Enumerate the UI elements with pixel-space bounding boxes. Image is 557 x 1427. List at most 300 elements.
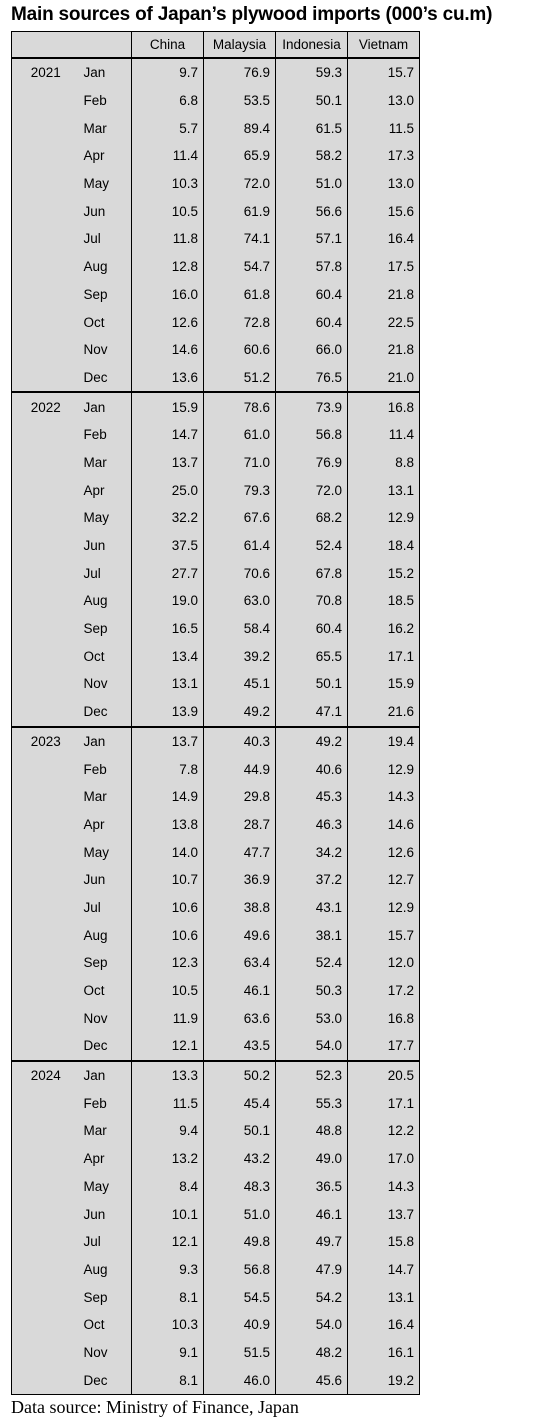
value-cell-malaysia: 46.1 <box>204 977 276 1005</box>
value-cell-vietnam: 12.6 <box>348 838 420 866</box>
value-cell-malaysia: 53.5 <box>204 87 276 115</box>
table-row <box>12 114 420 142</box>
value-cell-indonesia: 53.0 <box>276 1004 348 1032</box>
value-cell-china: 8.1 <box>132 1283 204 1311</box>
month-cell: Jan <box>80 392 132 421</box>
year-cell <box>12 1311 80 1339</box>
value-cell-china: 10.5 <box>132 977 204 1005</box>
header-corner-cell <box>12 32 132 59</box>
year-cell <box>12 1366 80 1394</box>
value-cell-malaysia: 74.1 <box>204 225 276 253</box>
table-row <box>12 1145 420 1173</box>
value-cell-china: 8.4 <box>132 1173 204 1201</box>
month-cell: Feb <box>80 421 132 449</box>
value-cell-malaysia: 54.5 <box>204 1283 276 1311</box>
value-cell-vietnam: 13.1 <box>348 1283 420 1311</box>
value-cell-vietnam: 13.7 <box>348 1200 420 1228</box>
value-cell-vietnam: 12.9 <box>348 504 420 532</box>
value-cell-china: 14.0 <box>132 838 204 866</box>
value-cell-vietnam: 22.5 <box>348 308 420 336</box>
month-cell: Sep <box>80 281 132 309</box>
value-cell-vietnam: 12.9 <box>348 894 420 922</box>
value-cell-china: 9.7 <box>132 58 204 87</box>
year-cell <box>12 504 80 532</box>
value-cell-china: 11.9 <box>132 1004 204 1032</box>
value-cell-indonesia: 40.6 <box>276 755 348 783</box>
table-row <box>12 142 420 170</box>
plywood-imports-table <box>11 31 420 1395</box>
year-cell <box>12 670 80 698</box>
value-cell-china: 13.9 <box>132 698 204 727</box>
month-cell: Jul <box>80 894 132 922</box>
year-cell <box>12 1117 80 1145</box>
value-cell-vietnam: 21.8 <box>348 281 420 309</box>
year-cell <box>12 1283 80 1311</box>
table-row <box>12 281 420 309</box>
value-cell-malaysia: 61.8 <box>204 281 276 309</box>
value-cell-vietnam: 20.5 <box>348 1061 420 1090</box>
value-cell-china: 16.5 <box>132 615 204 643</box>
value-cell-china: 13.2 <box>132 1145 204 1173</box>
header-row <box>12 32 420 59</box>
value-cell-malaysia: 39.2 <box>204 642 276 670</box>
value-cell-indonesia: 66.0 <box>276 336 348 364</box>
month-cell: May <box>80 504 132 532</box>
value-cell-malaysia: 60.6 <box>204 336 276 364</box>
value-cell-china: 14.7 <box>132 421 204 449</box>
value-cell-indonesia: 50.3 <box>276 977 348 1005</box>
value-cell-china: 19.0 <box>132 587 204 615</box>
table-row <box>12 866 420 894</box>
value-cell-indonesia: 76.9 <box>276 449 348 477</box>
value-cell-indonesia: 54.0 <box>276 1032 348 1061</box>
year-cell <box>12 225 80 253</box>
value-cell-vietnam: 14.6 <box>348 811 420 839</box>
value-cell-china: 12.6 <box>132 308 204 336</box>
year-cell <box>12 532 80 560</box>
table-row <box>12 921 420 949</box>
year-cell: 2023 <box>12 727 80 756</box>
month-cell: Jun <box>80 197 132 225</box>
year-cell <box>12 1339 80 1367</box>
value-cell-china: 25.0 <box>132 476 204 504</box>
table-row <box>12 1339 420 1367</box>
value-cell-vietnam: 17.1 <box>348 1089 420 1117</box>
table-row <box>12 1366 420 1394</box>
year-cell <box>12 421 80 449</box>
value-cell-china: 12.1 <box>132 1228 204 1256</box>
year-cell: 2022 <box>12 392 80 421</box>
table-row <box>12 336 420 364</box>
value-cell-vietnam: 17.7 <box>348 1032 420 1061</box>
month-cell: Oct <box>80 642 132 670</box>
table-row <box>12 504 420 532</box>
year-cell <box>12 142 80 170</box>
year-cell <box>12 1256 80 1284</box>
value-cell-china: 11.5 <box>132 1089 204 1117</box>
value-cell-indonesia: 48.2 <box>276 1339 348 1367</box>
value-cell-indonesia: 73.9 <box>276 392 348 421</box>
value-cell-indonesia: 58.2 <box>276 142 348 170</box>
value-cell-vietnam: 16.2 <box>348 615 420 643</box>
value-cell-vietnam: 21.6 <box>348 698 420 727</box>
month-cell: Aug <box>80 587 132 615</box>
month-cell: Jan <box>80 727 132 756</box>
value-cell-indonesia: 60.4 <box>276 615 348 643</box>
value-cell-indonesia: 48.8 <box>276 1117 348 1145</box>
value-cell-malaysia: 65.9 <box>204 142 276 170</box>
table-row <box>12 838 420 866</box>
month-cell: Mar <box>80 114 132 142</box>
value-cell-malaysia: 43.5 <box>204 1032 276 1061</box>
value-cell-indonesia: 56.6 <box>276 197 348 225</box>
value-cell-malaysia: 28.7 <box>204 811 276 839</box>
year-cell <box>12 87 80 115</box>
table-row <box>12 421 420 449</box>
month-cell: Jun <box>80 1200 132 1228</box>
value-cell-china: 14.9 <box>132 783 204 811</box>
value-cell-malaysia: 49.2 <box>204 698 276 727</box>
month-cell: Nov <box>80 670 132 698</box>
value-cell-china: 10.7 <box>132 866 204 894</box>
year-cell <box>12 253 80 281</box>
value-cell-vietnam: 13.0 <box>348 170 420 198</box>
table-row <box>12 949 420 977</box>
value-cell-china: 13.1 <box>132 670 204 698</box>
value-cell-vietnam: 14.3 <box>348 1173 420 1201</box>
year-cell <box>12 197 80 225</box>
value-cell-malaysia: 49.6 <box>204 921 276 949</box>
month-cell: Apr <box>80 476 132 504</box>
value-cell-vietnam: 12.0 <box>348 949 420 977</box>
month-cell: May <box>80 170 132 198</box>
column-header-malaysia: Malaysia <box>204 32 276 59</box>
year-cell <box>12 1004 80 1032</box>
value-cell-indonesia: 68.2 <box>276 504 348 532</box>
value-cell-vietnam: 14.3 <box>348 783 420 811</box>
table-row <box>12 1283 420 1311</box>
year-cell <box>12 364 80 393</box>
year-cell <box>12 949 80 977</box>
value-cell-malaysia: 51.5 <box>204 1339 276 1367</box>
value-cell-malaysia: 78.6 <box>204 392 276 421</box>
value-cell-china: 12.8 <box>132 253 204 281</box>
value-cell-indonesia: 46.1 <box>276 1200 348 1228</box>
value-cell-indonesia: 52.4 <box>276 949 348 977</box>
value-cell-china: 11.4 <box>132 142 204 170</box>
value-cell-indonesia: 52.3 <box>276 1061 348 1090</box>
value-cell-vietnam: 16.8 <box>348 1004 420 1032</box>
value-cell-malaysia: 50.2 <box>204 1061 276 1090</box>
table-title: Main sources of Japan’s plywood imports (000’s cu.m) <box>11 4 493 25</box>
table-row <box>12 253 420 281</box>
table-row <box>12 1311 420 1339</box>
year-cell <box>12 1145 80 1173</box>
month-cell: May <box>80 1173 132 1201</box>
year-cell <box>12 170 80 198</box>
month-cell: Apr <box>80 142 132 170</box>
value-cell-vietnam: 16.1 <box>348 1339 420 1367</box>
year-cell <box>12 114 80 142</box>
month-cell: Jul <box>80 559 132 587</box>
table-row <box>12 698 420 727</box>
value-cell-china: 5.7 <box>132 114 204 142</box>
month-cell: Sep <box>80 1283 132 1311</box>
value-cell-indonesia: 54.0 <box>276 1311 348 1339</box>
value-cell-china: 13.7 <box>132 449 204 477</box>
value-cell-vietnam: 12.2 <box>348 1117 420 1145</box>
value-cell-china: 11.8 <box>132 225 204 253</box>
value-cell-vietnam: 15.7 <box>348 921 420 949</box>
table-row <box>12 170 420 198</box>
month-cell: Aug <box>80 1256 132 1284</box>
value-cell-malaysia: 46.0 <box>204 1366 276 1394</box>
year-cell <box>12 1089 80 1117</box>
value-cell-vietnam: 17.1 <box>348 642 420 670</box>
month-cell: May <box>80 838 132 866</box>
value-cell-indonesia: 57.8 <box>276 253 348 281</box>
month-cell: Nov <box>80 1339 132 1367</box>
table-row <box>12 894 420 922</box>
value-cell-indonesia: 57.1 <box>276 225 348 253</box>
value-cell-vietnam: 16.4 <box>348 225 420 253</box>
value-cell-indonesia: 55.3 <box>276 1089 348 1117</box>
month-cell: Jan <box>80 1061 132 1090</box>
value-cell-china: 13.7 <box>132 727 204 756</box>
value-cell-vietnam: 19.4 <box>348 727 420 756</box>
value-cell-vietnam: 21.0 <box>348 364 420 393</box>
value-cell-indonesia: 45.3 <box>276 783 348 811</box>
value-cell-malaysia: 36.9 <box>204 866 276 894</box>
month-cell: Mar <box>80 1117 132 1145</box>
month-cell: Apr <box>80 1145 132 1173</box>
value-cell-malaysia: 47.7 <box>204 838 276 866</box>
value-cell-china: 14.6 <box>132 336 204 364</box>
value-cell-china: 16.0 <box>132 281 204 309</box>
value-cell-vietnam: 17.3 <box>348 142 420 170</box>
value-cell-indonesia: 43.1 <box>276 894 348 922</box>
year-cell <box>12 755 80 783</box>
value-cell-vietnam: 17.0 <box>348 1145 420 1173</box>
year-cell <box>12 838 80 866</box>
year-cell <box>12 308 80 336</box>
table-row <box>12 364 420 393</box>
year-cell <box>12 1173 80 1201</box>
value-cell-vietnam: 16.8 <box>348 392 420 421</box>
month-cell: Dec <box>80 1032 132 1061</box>
value-cell-china: 10.3 <box>132 1311 204 1339</box>
year-cell <box>12 559 80 587</box>
table-row <box>12 811 420 839</box>
month-cell: Mar <box>80 783 132 811</box>
value-cell-indonesia: 56.8 <box>276 421 348 449</box>
value-cell-vietnam: 16.4 <box>348 1311 420 1339</box>
month-cell: Nov <box>80 1004 132 1032</box>
value-cell-indonesia: 49.2 <box>276 727 348 756</box>
table-row <box>12 642 420 670</box>
year-cell <box>12 476 80 504</box>
month-cell: Jul <box>80 225 132 253</box>
value-cell-vietnam: 13.0 <box>348 87 420 115</box>
month-cell: Oct <box>80 1311 132 1339</box>
value-cell-malaysia: 40.9 <box>204 1311 276 1339</box>
value-cell-malaysia: 51.2 <box>204 364 276 393</box>
value-cell-malaysia: 50.1 <box>204 1117 276 1145</box>
month-cell: Jan <box>80 58 132 87</box>
value-cell-china: 37.5 <box>132 532 204 560</box>
value-cell-malaysia: 48.3 <box>204 1173 276 1201</box>
data-source-note: Data source: Ministry of Finance, Japan <box>11 1397 299 1417</box>
year-cell <box>12 811 80 839</box>
table-row <box>12 1117 420 1145</box>
value-cell-malaysia: 71.0 <box>204 449 276 477</box>
value-cell-china: 13.6 <box>132 364 204 393</box>
value-cell-vietnam: 18.5 <box>348 587 420 615</box>
value-cell-malaysia: 51.0 <box>204 1200 276 1228</box>
table-row <box>12 532 420 560</box>
year-cell <box>12 1200 80 1228</box>
value-cell-malaysia: 67.6 <box>204 504 276 532</box>
table-row <box>12 1173 420 1201</box>
value-cell-indonesia: 47.1 <box>276 698 348 727</box>
value-cell-malaysia: 43.2 <box>204 1145 276 1173</box>
year-cell <box>12 698 80 727</box>
value-cell-china: 32.2 <box>132 504 204 532</box>
table-row <box>12 1032 420 1061</box>
value-cell-china: 7.8 <box>132 755 204 783</box>
value-cell-malaysia: 76.9 <box>204 58 276 87</box>
table-row <box>12 476 420 504</box>
column-header-china: China <box>132 32 204 59</box>
month-cell: Apr <box>80 811 132 839</box>
table-row <box>12 727 420 756</box>
table-row <box>12 587 420 615</box>
value-cell-vietnam: 21.8 <box>348 336 420 364</box>
value-cell-malaysia: 49.8 <box>204 1228 276 1256</box>
year-cell <box>12 977 80 1005</box>
table-row <box>12 1061 420 1090</box>
value-cell-vietnam: 8.8 <box>348 449 420 477</box>
value-cell-indonesia: 67.8 <box>276 559 348 587</box>
table-row <box>12 449 420 477</box>
value-cell-china: 10.5 <box>132 197 204 225</box>
value-cell-indonesia: 61.5 <box>276 114 348 142</box>
value-cell-malaysia: 29.8 <box>204 783 276 811</box>
month-cell: Jul <box>80 1228 132 1256</box>
value-cell-vietnam: 15.7 <box>348 58 420 87</box>
table-row <box>12 615 420 643</box>
table-row <box>12 1004 420 1032</box>
value-cell-vietnam: 11.4 <box>348 421 420 449</box>
value-cell-vietnam: 14.7 <box>348 1256 420 1284</box>
year-cell: 2021 <box>12 58 80 87</box>
table-row <box>12 670 420 698</box>
value-cell-indonesia: 50.1 <box>276 87 348 115</box>
value-cell-malaysia: 45.4 <box>204 1089 276 1117</box>
value-cell-china: 13.3 <box>132 1061 204 1090</box>
value-cell-china: 10.1 <box>132 1200 204 1228</box>
year-cell <box>12 281 80 309</box>
month-cell: Feb <box>80 755 132 783</box>
value-cell-china: 9.3 <box>132 1256 204 1284</box>
value-cell-indonesia: 54.2 <box>276 1283 348 1311</box>
table-row <box>12 197 420 225</box>
month-cell: Aug <box>80 921 132 949</box>
value-cell-china: 10.6 <box>132 921 204 949</box>
value-cell-malaysia: 44.9 <box>204 755 276 783</box>
year-cell <box>12 449 80 477</box>
value-cell-vietnam: 15.6 <box>348 197 420 225</box>
value-cell-vietnam: 12.9 <box>348 755 420 783</box>
value-cell-malaysia: 40.3 <box>204 727 276 756</box>
value-cell-china: 13.8 <box>132 811 204 839</box>
value-cell-vietnam: 17.2 <box>348 977 420 1005</box>
value-cell-indonesia: 65.5 <box>276 642 348 670</box>
value-cell-indonesia: 72.0 <box>276 476 348 504</box>
value-cell-vietnam: 19.2 <box>348 1366 420 1394</box>
value-cell-indonesia: 34.2 <box>276 838 348 866</box>
value-cell-malaysia: 70.6 <box>204 559 276 587</box>
value-cell-malaysia: 72.8 <box>204 308 276 336</box>
value-cell-vietnam: 15.2 <box>348 559 420 587</box>
value-cell-malaysia: 72.0 <box>204 170 276 198</box>
month-cell: Feb <box>80 87 132 115</box>
year-cell <box>12 866 80 894</box>
table-row <box>12 308 420 336</box>
year-cell <box>12 336 80 364</box>
month-cell: Jun <box>80 532 132 560</box>
value-cell-vietnam: 15.8 <box>348 1228 420 1256</box>
value-cell-china: 12.1 <box>132 1032 204 1061</box>
year-cell <box>12 1228 80 1256</box>
value-cell-indonesia: 45.6 <box>276 1366 348 1394</box>
value-cell-china: 9.4 <box>132 1117 204 1145</box>
value-cell-china: 12.3 <box>132 949 204 977</box>
table-row <box>12 225 420 253</box>
value-cell-malaysia: 45.1 <box>204 670 276 698</box>
column-header-vietnam: Vietnam <box>348 32 420 59</box>
table-row <box>12 392 420 421</box>
table-row <box>12 87 420 115</box>
year-cell <box>12 615 80 643</box>
table-row <box>12 58 420 87</box>
table-row <box>12 1228 420 1256</box>
value-cell-malaysia: 61.9 <box>204 197 276 225</box>
value-cell-vietnam: 11.5 <box>348 114 420 142</box>
value-cell-indonesia: 59.3 <box>276 58 348 87</box>
value-cell-indonesia: 36.5 <box>276 1173 348 1201</box>
value-cell-indonesia: 70.8 <box>276 587 348 615</box>
table-row <box>12 977 420 1005</box>
month-cell: Dec <box>80 698 132 727</box>
month-cell: Dec <box>80 1366 132 1394</box>
table-row <box>12 755 420 783</box>
year-cell <box>12 642 80 670</box>
value-cell-malaysia: 89.4 <box>204 114 276 142</box>
year-cell: 2024 <box>12 1061 80 1090</box>
value-cell-indonesia: 50.1 <box>276 670 348 698</box>
year-cell <box>12 921 80 949</box>
table-row <box>12 1200 420 1228</box>
value-cell-china: 27.7 <box>132 559 204 587</box>
value-cell-indonesia: 49.0 <box>276 1145 348 1173</box>
value-cell-indonesia: 49.7 <box>276 1228 348 1256</box>
value-cell-indonesia: 60.4 <box>276 308 348 336</box>
table-row <box>12 783 420 811</box>
month-cell: Feb <box>80 1089 132 1117</box>
value-cell-indonesia: 38.1 <box>276 921 348 949</box>
table-row <box>12 1256 420 1284</box>
